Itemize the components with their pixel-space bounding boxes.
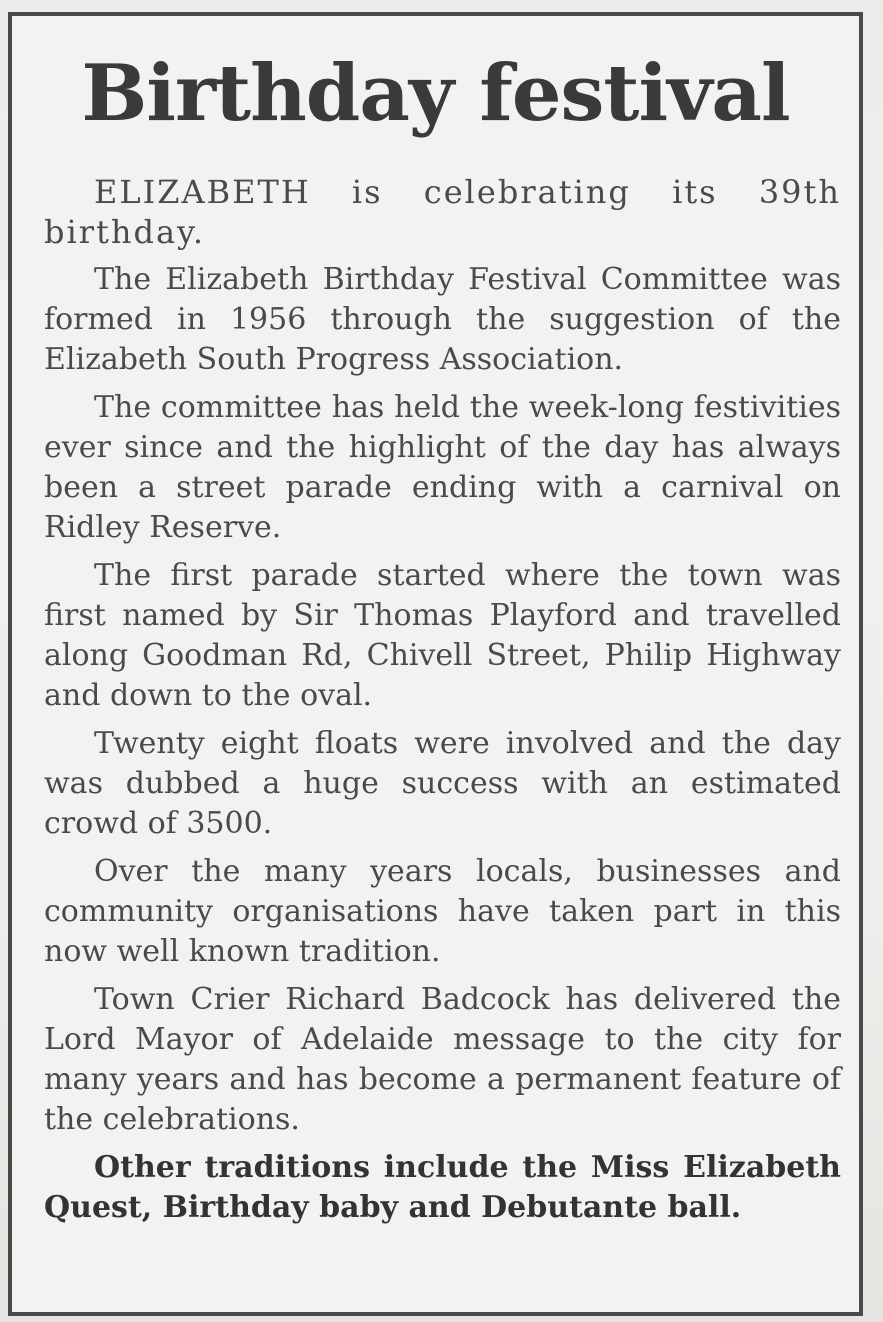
article-paragraph-6: Over the many years locals, businesses and community organisations have taken part in this now well known tradition.	[44, 854, 841, 969]
article-paragraph-4: The first parade started where the town was first named by Sir Thomas Playford and travelled along Goodman Rd, Chivell Street, Philip Highway and down to the oval.	[44, 558, 841, 713]
article-paragraph-2: The Elizabeth Birthday Festival Committee was formed in 1956 through the suggestion of the Elizabeth South Progress Association.	[44, 262, 841, 377]
article-paragraph-1: ELIZABETH is celebrating its 39th birthday.	[44, 173, 841, 251]
article-paragraph-7: Town Crier Richard Badcock has delivered the Lord Mayor of Adelaide message to the city for many years and has become a permanent feature of the celebrations.	[44, 982, 841, 1137]
article-body	[44, 172, 841, 1236]
article-paragraph-5: Twenty eight floats were involved and the day was dubbed a huge success with an estimated crowd of 3500.	[44, 726, 841, 841]
article-box	[8, 12, 863, 1316]
article-paragraph-3: The committee has held the week-long festivities ever since and the highlight of the day has always been a street parade ending with a carnival on Ridley Reserve.	[44, 390, 841, 545]
article-paragraph-8: Other traditions include the Miss Elizabeth Quest, Birthday baby and Debutante ball.	[44, 1150, 841, 1225]
article-headline: Birthday festival	[81, 48, 790, 139]
